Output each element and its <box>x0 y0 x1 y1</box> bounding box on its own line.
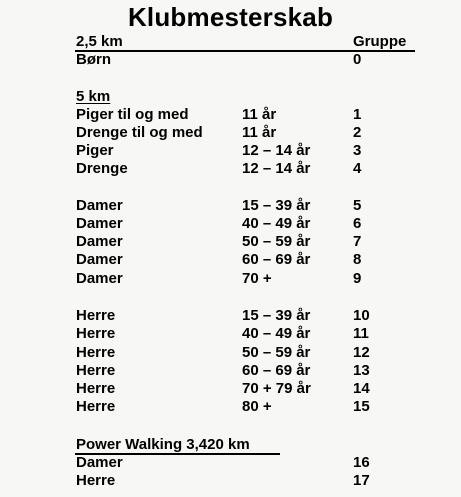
section-heading-row <box>0 436 461 454</box>
age-range: 50 – 59 år <box>242 233 311 250</box>
age-range: 40 – 49 år <box>242 215 311 232</box>
group-number: 9 <box>353 270 362 287</box>
table-row <box>0 344 461 362</box>
table-row <box>0 398 461 416</box>
age-range: 60 – 69 år <box>242 251 311 268</box>
group-number: 2 <box>353 124 362 141</box>
category-name: Børn <box>76 51 111 68</box>
age-range: 12 – 14 år <box>242 160 311 177</box>
category-name: Drenge til og med <box>76 124 203 141</box>
section-heading-row <box>0 33 461 51</box>
category-name: Herre <box>76 344 116 361</box>
section-heading: 2,5 km <box>76 33 123 50</box>
table-row <box>0 325 461 343</box>
group-number: 14 <box>353 380 370 397</box>
section-heading: 5 km <box>76 88 111 105</box>
age-range: 40 – 49 år <box>242 325 311 342</box>
group-column-header: Gruppe <box>353 33 407 50</box>
page-title: Klubmesterskab <box>127 2 334 32</box>
table-row <box>0 124 461 142</box>
age-range: 11 år <box>242 106 277 123</box>
table-row <box>0 233 461 251</box>
group-number: 6 <box>353 215 362 232</box>
category-name: Herre <box>76 380 116 397</box>
category-name: Herre <box>76 398 116 415</box>
table-row <box>0 362 461 380</box>
group-number: 7 <box>353 233 362 250</box>
table-row <box>0 197 461 215</box>
table-row <box>0 251 461 269</box>
age-range: 60 – 69 år <box>242 362 311 379</box>
table-row <box>0 270 461 288</box>
group-number: 3 <box>353 142 362 159</box>
table-row <box>0 380 461 398</box>
table-row <box>0 106 461 124</box>
group-number: 13 <box>353 362 370 379</box>
table-row <box>0 215 461 233</box>
group-number: 5 <box>353 197 362 214</box>
age-range: 15 – 39 år <box>242 197 311 214</box>
section-heading-row <box>0 88 461 106</box>
category-name: Herre <box>76 472 116 489</box>
age-range: 50 – 59 år <box>242 344 311 361</box>
category-name: Piger til og med <box>76 106 189 123</box>
group-number: 11 <box>353 325 369 342</box>
group-number: 16 <box>353 454 370 471</box>
group-number: 15 <box>353 398 370 415</box>
category-name: Damer <box>76 215 123 232</box>
group-number: 10 <box>353 307 370 324</box>
age-range: 11 år <box>242 124 277 141</box>
age-range: 70 + <box>242 270 272 287</box>
age-range: 70 + 79 år <box>242 380 311 397</box>
table-row <box>0 160 461 178</box>
category-name: Herre <box>76 362 116 379</box>
category-name: Drenge <box>76 160 128 177</box>
category-name: Damer <box>76 197 123 214</box>
category-name: Herre <box>76 325 116 342</box>
age-range: 80 + <box>242 398 272 415</box>
section-heading: Power Walking 3,420 km <box>76 436 250 453</box>
group-number: 4 <box>353 160 362 177</box>
group-number: 0 <box>353 51 362 68</box>
age-range: 12 – 14 år <box>242 142 311 159</box>
category-name: Damer <box>76 233 123 250</box>
table-row <box>0 307 461 325</box>
group-number: 1 <box>353 106 362 123</box>
category-name: Damer <box>76 454 123 471</box>
category-name: Piger <box>76 142 114 159</box>
group-number: 17 <box>353 472 370 489</box>
age-range: 15 – 39 år <box>242 307 311 324</box>
table-row <box>0 142 461 160</box>
category-name: Damer <box>76 251 123 268</box>
group-number: 8 <box>353 251 362 268</box>
group-number: 12 <box>353 344 370 361</box>
table-row <box>0 454 461 472</box>
category-name: Herre <box>76 307 116 324</box>
table-row <box>0 51 461 69</box>
category-name: Damer <box>76 270 123 287</box>
table-row <box>0 472 461 490</box>
